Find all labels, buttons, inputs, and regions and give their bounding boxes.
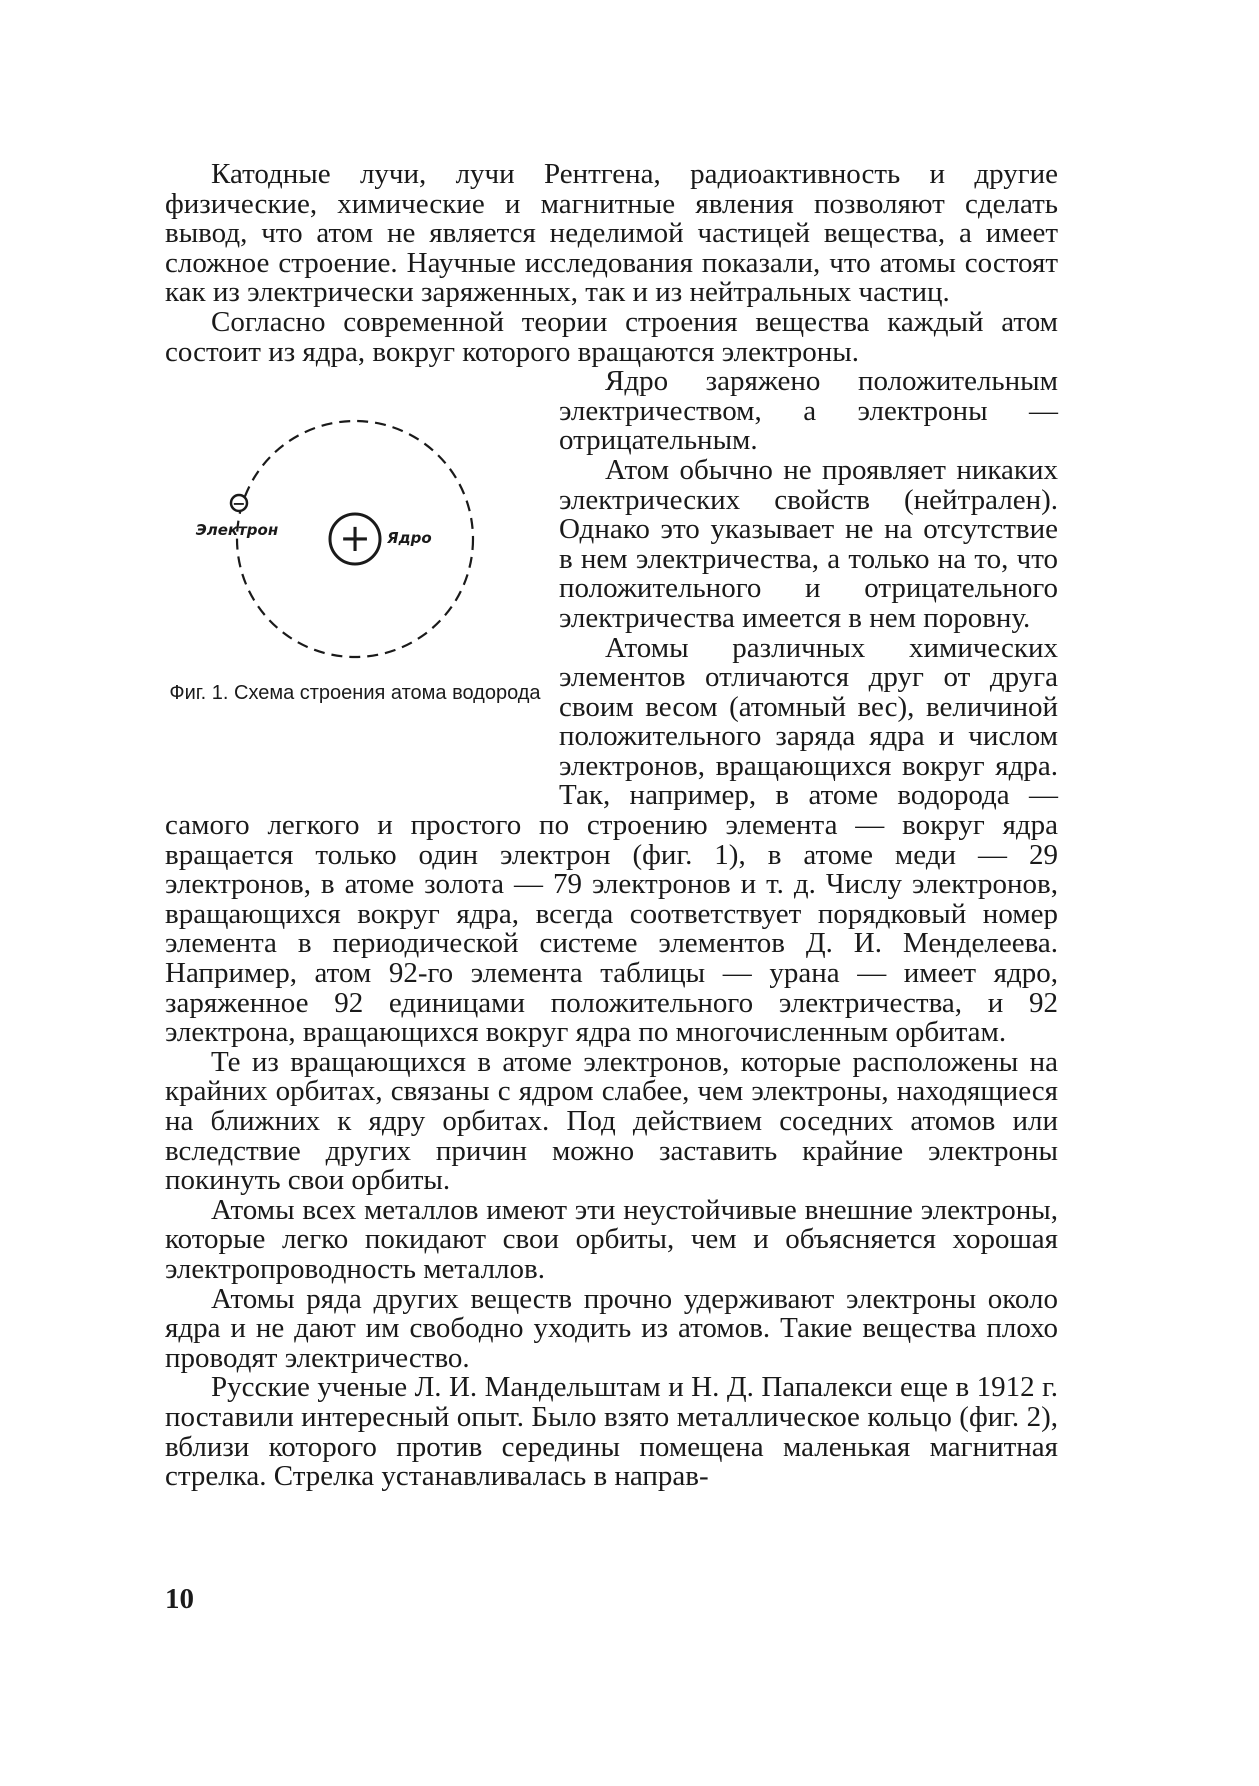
page-number: 10 <box>165 1583 194 1615</box>
electron-minus-sign: − <box>232 494 246 514</box>
nucleus-plus-sign: + <box>339 516 371 561</box>
paragraph-2: Согласно современной теории строения вещества каждый атом состоит из ядра, вокруг которого вращаются электроны. <box>165 305 1058 368</box>
paragraph-5: Атомы различных химических элементов отличаются друг от друга своим весом (атомный вес), величиной положительного заряда ядра и числом электронов, вращающихся вокруг ядра. Так, например, в атоме водорода — самого легкого и простого по строению элемента — вокруг ядра вращается только один электрон (фиг. 1), в атоме меди — 29 электронов, в атоме золота — 79 электронов и т. д. Числу электронов, вращающихся вокруг ядра, всегда соответствует порядковый номер элемента в периодической системе элементов Д. И. Менделеева. Например, атом 92-го элемента таблицы — урана — имеет ядро, заряженное 92 единицами положительного электричества, и 92 электрона, вращающихся вокруг ядра по многочисленным орбитам. <box>165 631 1058 1049</box>
electron-label: Электрон <box>195 521 279 540</box>
atom-figure <box>165 369 545 789</box>
page-body <box>165 160 1058 1492</box>
paragraph-3: Ядро заряжено положительным электричеством, а электроны — отрицательным. <box>559 365 1058 457</box>
paragraph-6: Те из вращающихся в атоме электронов, которые расположены на крайних орбитах, связаны с ядром слабее, чем электроны, находящиеся на ближних к ядру орбитах. Под действием соседних атомов или вследствие других причин можно заставить крайние электроны покинуть свои орбиты. <box>165 1045 1058 1197</box>
figure-caption: Фиг. 1. Схема строения атома водорода <box>169 682 541 705</box>
paragraph-8: Атомы ряда других веществ прочно удерживают электроны около ядра и не дают им свободно уходить из атомов. Такие вещества плохо проводят электричество. <box>165 1282 1058 1374</box>
paragraph-9: Русские ученые Л. И. Мандельштам и Н. Д. Папалекси еще в 1912 г. поставили интересный опыт. Было взято металлическое кольцо (фиг. 2), вблизи которого против середины помещена маленькая магнитная стрелка. Стрелка устанавливалась в направ- <box>165 1371 1058 1493</box>
paragraph-1: Катодные лучи, лучи Рентгена, радиоактивность и другие физические, химические и магнитные явления позволяют сделать вывод, что атом не является неделимой частицей вещества, а имеет сложное строение. Научные исследования показали, что атомы состоят как из электрически заряженных, так и из нейтральных частиц. <box>165 158 1058 309</box>
paragraph-4: Атом обычно не проявляет никаких электрических свойств (нейтрален). Однако это указывает не на отсутствие в нем электричества, а только на то, что положительного и отрицательного электричества имеется в нем поровну. <box>559 453 1058 634</box>
hydrogen-atom-diagram <box>165 391 545 691</box>
nucleus-label: Ядро <box>387 529 432 548</box>
paragraph-7: Атомы всех металлов имеют эти неустойчивые внешние электроны, которые легко покидают свои орбиты, чем и объясняется хорошая электропроводность металлов. <box>165 1193 1058 1285</box>
